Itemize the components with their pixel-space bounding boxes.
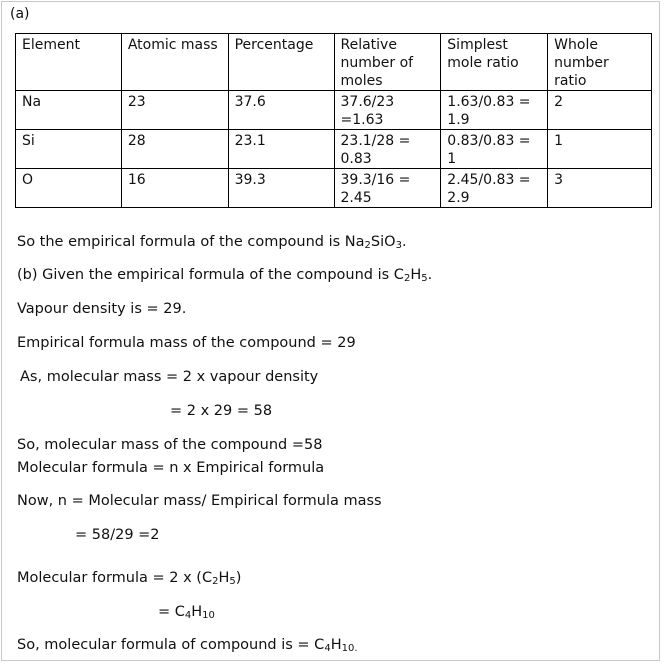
header-cell: Relative number of moles [334,34,441,91]
table-cell: 2.45/0.83 = 2.9 [441,169,548,208]
table-cell: 23.1/28 = 0.83 [334,130,441,169]
table-cell: 23 [121,91,228,130]
header-cell: Simplest mole ratio [441,34,548,91]
table-cell: 39.3/16 = 2.45 [334,169,441,208]
molecular-formula-calculation: Molecular formula = 2 x $(C_2H_5)$ [17,570,242,587]
table-row [16,169,652,208]
header-cell: Whole number ratio [548,34,652,91]
part-a-label: (a) [10,6,30,22]
table-cell: 37.6 [228,91,334,130]
n-calculation: = 58/29 =2 [75,527,160,543]
table-cell: 2 [548,91,652,130]
table-cell: 1 [548,130,652,169]
empirical-formula-line: So the empirical formula of the compound is $Na_2SiO_3$. [17,234,407,251]
table-cell: O [16,169,122,208]
molecular-formula-definition: Molecular formula = n x Empirical formula [17,460,325,476]
table-cell: Na [16,91,122,130]
final-answer-line: So, molecular formula of compound is = $C_4H_{10.}$ [17,637,358,654]
header-cell: Atomic mass [121,34,228,91]
table-row [16,130,652,169]
table-cell: 28 [121,130,228,169]
table-row [16,91,652,130]
table-cell: Si [16,130,122,169]
table-header-row [16,34,652,91]
molecular-mass-calculation: = 2 x 29 = 58 [170,403,273,419]
table-cell: 3 [548,169,652,208]
part-b-line: (b) Given the empirical formula of the compound is $C_2H_5$. [17,267,433,284]
n-definition: Now, n = Molecular mass/ Empirical formula mass [17,493,382,509]
table-cell: 37.6/23 =1.63 [334,91,441,130]
table-cell: 16 [121,169,228,208]
header-cell: Percentage [228,34,334,91]
table-cell: 23.1 [228,130,334,169]
table-cell: 39.3 [228,169,334,208]
table-cell: 1.63/0.83 = 1.9 [441,91,548,130]
mole-ratio-table [15,33,652,208]
molecular-mass-result: So, molecular mass of the compound =58 [17,437,323,453]
empirical-mass-line: Empirical formula mass of the compound = 29 [17,335,356,351]
molecular-formula-equals: = $C_4H_{10}$ [158,604,215,621]
molecular-mass-definition: As, molecular mass = 2 x vapour density [20,369,319,385]
vapour-density-line: Vapour density is = 29. [17,301,187,317]
header-cell: Element [16,34,122,91]
table-cell: 0.83/0.83 = 1 [441,130,548,169]
